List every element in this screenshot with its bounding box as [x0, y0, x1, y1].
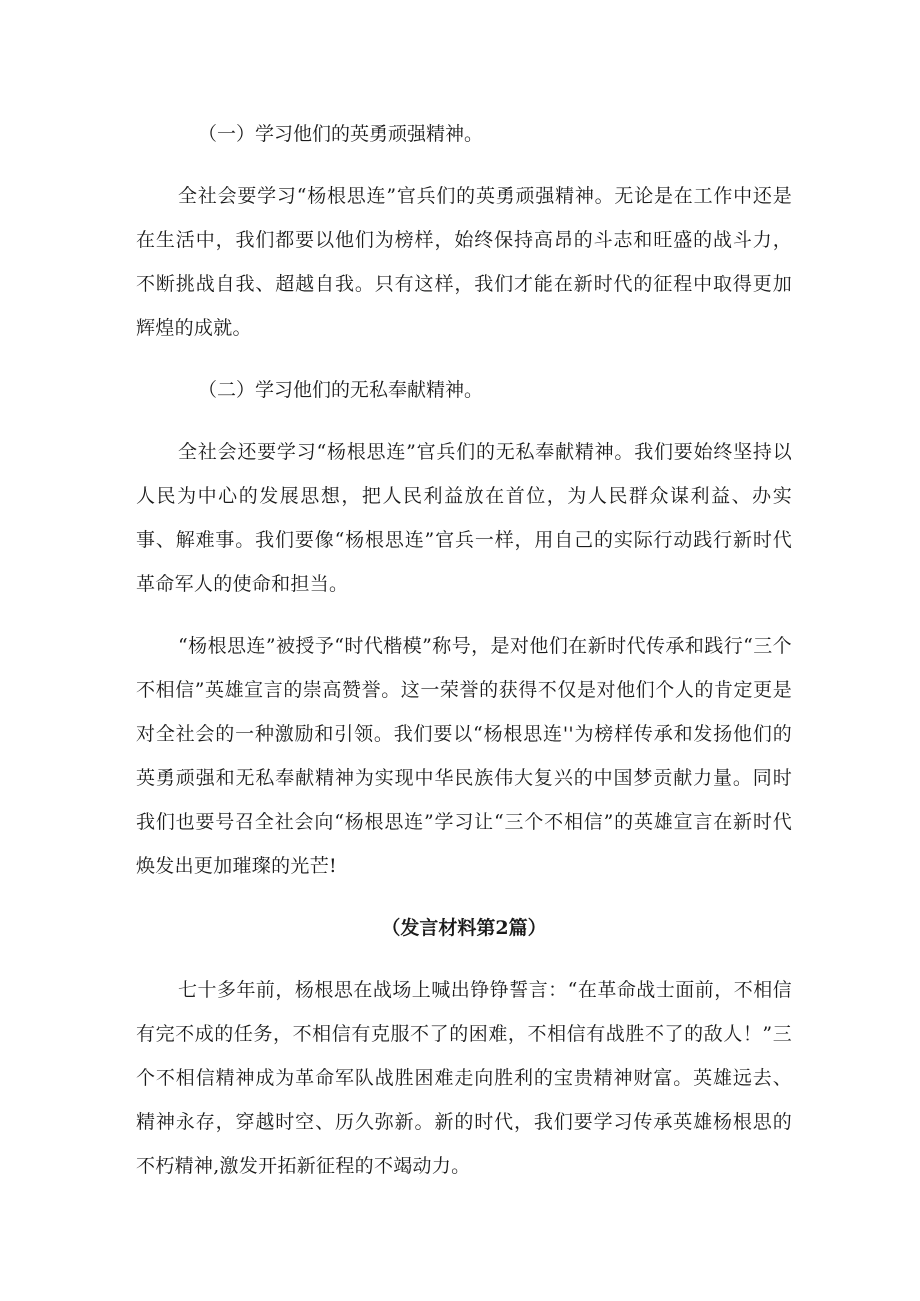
section-title: （发言材料第2篇） [381, 917, 547, 939]
paragraph-4: 七十多年前，杨根思在战场上喊出铮铮誓言：“在革命战士面前，不相信有完不成的任务，不相信有克服不了的困难，不相信有战胜不了的敌人！”三个不相信精神成为革命军队战胜困难走向胜利的宝贵精神财富。英雄远去、精神永存，穿越时空、历久弥新。新的时代，我们要学习传承英雄杨根思的不朽精神,激发开拓新征程的不竭动力。 [136, 979, 792, 1177]
paragraph-1: 全社会要学习“杨根思连”官兵们的英勇顽强精神。无论是在工作中还是在生活中，我们都要以他们为榜样，始终保持高昂的斗志和旺盛的战斗力，不断挑战自我、超越自我。只有这样，我们才能在新时代的征程中取得更加辉煌的成就。 [136, 185, 792, 339]
subheading-2: （二）学习他们的无私奉献精神。 [198, 379, 484, 401]
subheading-1: （一）学习他们的英勇顽强精神。 [198, 123, 484, 145]
paragraph-3: “杨根思连”被授予“时代楷模”称号，是对他们在新时代传承和践行“三个不相信”英雄宣言的崇高赞誉。这一荣誉的获得不仅是对他们个人的肯定更是对全社会的一种激励和引领。我们要以“杨根思连''为榜样传承和发扬他们的英勇顽强和无私奉献精神为实现中华民族伟大复兴的中国梦贡献力量。同时我们也要号召全社会向“杨根思连”学习让“三个不相信”的英雄宣言在新时代焕发出更加璀璨的光芒! [136, 635, 792, 877]
document-body [136, 112, 792, 1206]
paragraph-2: 全社会还要学习“杨根思连”官兵们的无私奉献精神。我们要始终坚持以人民为中心的发展思想，把人民利益放在首位，为人民群众谋利益、办实事、解难事。我们要像“杨根思连”官兵一样，用自己的实际行动践行新时代革命军人的使命和担当。 [136, 441, 792, 595]
